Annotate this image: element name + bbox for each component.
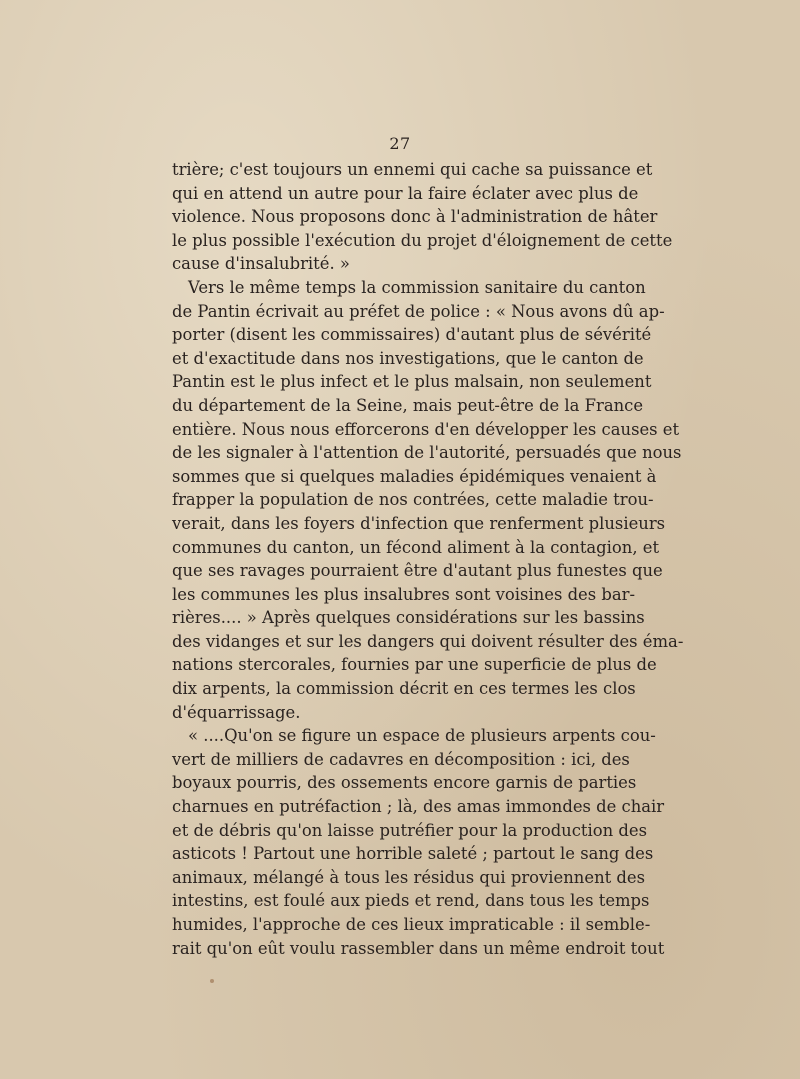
text-line: asticots ! Partout une horrible saleté ; partout le sang des	[172, 844, 654, 864]
body-text	[172, 158, 684, 960]
text-line: qui en attend un autre pour la faire éclater avec plus de	[172, 183, 639, 203]
text-line: que ses ravages pourraient être d'autant plus funestes que	[172, 561, 663, 581]
text-line: porter (disent les commissaires) d'autant plus de sévérité	[172, 325, 652, 345]
text-line: humides, l'approche de ces lieux impraticable : il semble-	[172, 915, 651, 934]
text-line: intestins, est foulé aux pieds et rend, dans tous les temps	[172, 891, 650, 911]
text-line: rait qu'on eût voulu rassembler dans un même endroit tout	[172, 938, 665, 958]
text-line: entière. Nous nous efforcerons d'en développer les causes et	[172, 419, 680, 439]
text-line: vert de milliers de cadavres en décomposition : ici, des	[172, 749, 630, 769]
text-line: Vers le même temps la commission sanitaire du canton	[188, 277, 646, 297]
text-line: cause d'insalubrité. »	[172, 254, 350, 274]
page-number: 27	[389, 134, 411, 153]
text-line: des vidanges et sur les dangers qui doivent résulter des éma-	[172, 631, 684, 651]
text-line: charnues en putréfaction ; là, des amas immondes de chair	[172, 797, 665, 817]
text-line: violence. Nous proposons donc à l'administration de hâter	[172, 207, 658, 227]
text-line: verait, dans les foyers d'infection que renferment plusieurs	[172, 513, 666, 533]
text-line: d'équarrissage.	[172, 702, 301, 722]
text-line: Pantin est le plus infect et le plus malsain, non seulement	[172, 372, 652, 392]
text-line: trière; c'est toujours un ennemi qui cache sa puissance et	[172, 160, 653, 179]
text-line: et d'exactitude dans nos investigations, que le canton de	[172, 348, 644, 368]
text-line: les communes les plus insalubres sont voisines des bar-	[172, 584, 636, 604]
text-line: boyaux pourris, des ossements encore garnis de parties	[172, 773, 637, 793]
text-line: rières.... » Après quelques considérations sur les bassins	[172, 608, 645, 628]
text-line: de les signaler à l'attention de l'autorité, persuadés que nous	[172, 443, 682, 463]
paper-speck	[210, 979, 214, 983]
text-line: « ....Qu'on se figure un espace de plusieurs arpents cou-	[188, 726, 656, 746]
text-line: communes du canton, un fécond aliment à la contagion, et	[172, 537, 660, 557]
text-line: animaux, mélangé à tous les résidus qui proviennent des	[172, 867, 646, 887]
text-line: de Pantin écrivait au préfet de police : « Nous avons dû ap-	[172, 301, 665, 321]
text-line: sommes que si quelques maladies épidémiques venaient à	[172, 466, 657, 486]
text-line: du département de la Seine, mais peut-être de la France	[172, 395, 644, 415]
text-line: frapper la population de nos contrées, cette maladie trou-	[172, 490, 654, 510]
text-line: nations stercorales, fournies par une superficie de plus de	[172, 655, 657, 675]
text-line: le plus possible l'exécution du projet d'éloignement de cette	[172, 230, 673, 250]
text-line: et de débris qu'on laisse putréfier pour la production des	[172, 820, 647, 840]
text-line: dix arpents, la commission décrit en ces termes les clos	[172, 679, 636, 699]
